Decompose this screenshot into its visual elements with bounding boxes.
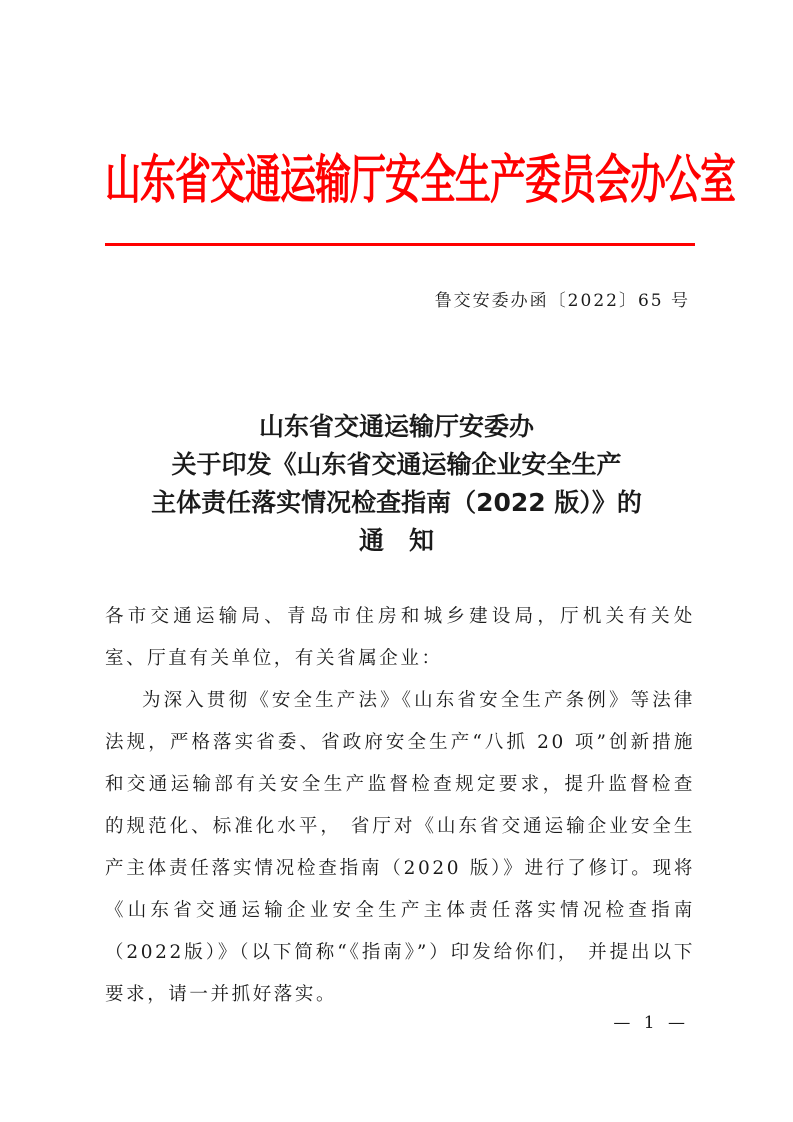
red-divider-rule	[105, 243, 695, 246]
addressee: 各市交通运输局、青岛市住房和城乡建设局，厅机关有关处室、厅直有关单位，有关省属企业：	[105, 606, 695, 669]
body-paragraph: 为深入贯彻《安全生产法》《山东省安全生产条例》等法律法规，严格落实省委、省政府安全生产“八抓 20 项”创新措施和交通运输部有关安全生产监督检查规定要求，提升监督检查的规范化、标准化水平， 省厅对《山东省交通运输企业安全生产主体责任落实情况检查指南（2020 版）》进行了修订。现将《山东省交通运输企业安全生产主体责任落实情况检查指南（2022版）》（以下简称“《指南》”）印发给你们， 并提出以下要求，请一并抓好落实。	[105, 690, 695, 1005]
document-body	[105, 596, 695, 1016]
issuer-header: 山东省交通运输厅安全生产委员会办公室	[105, 149, 736, 211]
page-number: — 1 —	[613, 1013, 689, 1033]
title-line-4: 通 知	[358, 526, 434, 555]
document-title	[0, 408, 793, 560]
title-line-3: 主体责任落实情况检查指南（2022 版）》的	[151, 488, 642, 517]
document-number: 鲁交安委办函〔2022〕65 号	[434, 291, 690, 311]
title-line-1: 山东省交通运输厅安委办	[258, 412, 534, 441]
title-line-2: 关于印发《山东省交通运输企业安全生产	[171, 450, 622, 479]
